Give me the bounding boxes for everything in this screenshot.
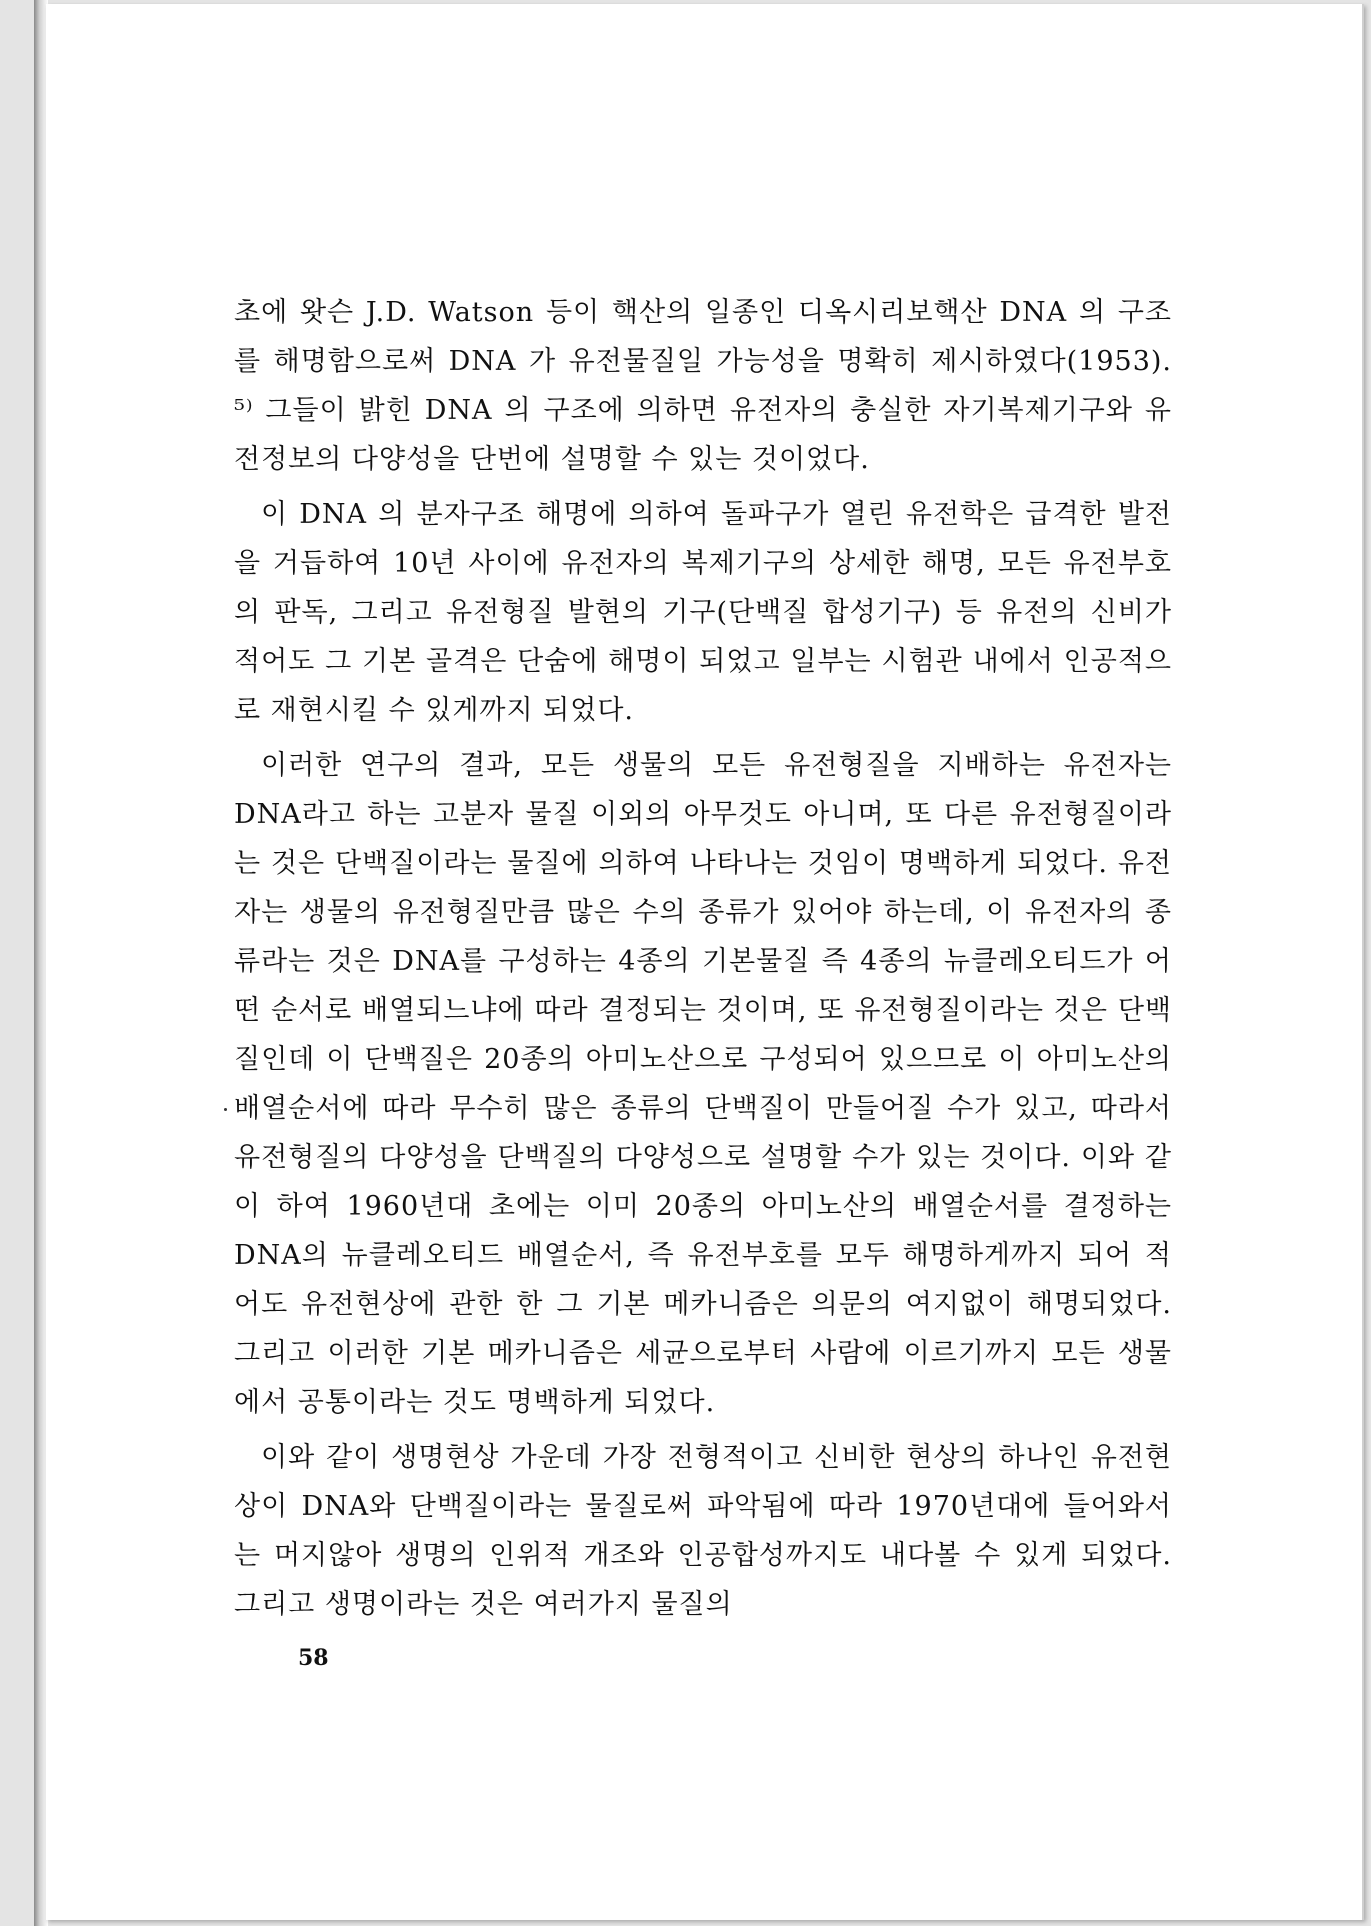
- paragraph-2: 이 DNA 의 분자구조 해명에 의하여 돌파구가 열린 유전학은 급격한 발전을 거듭하여 10년 사이에 유전자의 복제기구의 상세한 해명, 모든 유전부호의 판독, 그리고 유전형질 발현의 기구(단백질 합성기구) 등 유전의 신비가 적어도 그 기본 골격은 단숨에 해명이 되었고 일부는 시험관 내에서 인공적으로 재현시킬 수 있게까지 되었다.: [234, 499, 1172, 726]
- page-number: 58: [298, 1645, 329, 1671]
- paragraph-1: 초에 왓슨 J.D. Watson 등이 핵산의 일종인 디옥시리보핵산 DNA 의 구조를 해명함으로써 DNA 가 유전물질일 가능성을 명확히 제시하였다(1953). ⁵⁾ 그들이 밝힌 DNA 의 구조에 의하면 유전자의 충실한 자기복제기구와 유전정보의 다양성을 단번에 설명할 수 있는 것이었다.: [234, 297, 1172, 475]
- paragraph-4: 이와 같이 생명현상 가운데 가장 전형적이고 신비한 현상의 하나인 유전현상이 DNA와 단백질이라는 물질로써 파악됨에 따라 1970년대에 들어와서는 머지않아 생명의 인위적 개조와 인공합성까지도 내다볼 수 있게 되었다. 그리고 생명이라는 것은 여러가지 물질의: [234, 1442, 1172, 1620]
- body-text: [234, 288, 1172, 1629]
- paragraph-3: 이러한 연구의 결과, 모든 생물의 모든 유전형질을 지배하는 유전자는 DNA라고 하는 고분자 물질 이외의 아무것도 아니며, 또 다른 유전형질이라는 것은 단백질이라는 물질에 의하여 나타나는 것임이 명백하게 되었다. 유전자는 생물의 유전형질만큼 많은 수의 종류가 있어야 하는데, 이 유전자의 종류라는 것은 DNA를 구성하는 4종의 기본물질 즉 4종의 뉴클레오티드가 어떤 순서로 배열되느냐에 따라 결정되는 것이며, 또 유전형질이라는 것은 단백질인데 이 단백질은 20종의 아미노산으로 구성되어 있으므로 이 아미노산의 배열순서에 따라 무수히 많은 종류의 단백질이 만들어질 수가 있고, 따라서 유전형질의 다양성을 단백질의 다양성으로 설명할 수가 있는 것이다. 이와 같이 하여 1960년대 초에는 이미 20종의 아미노산의 배열순서를 결정하는 DNA의 뉴클레오티드 배열순서, 즉 유전부호를 모두 해명하게까지 되어 적어도 유전현상에 관한 한 그 기본 메카니즘은 의문의 여지없이 해명되었다. 그리고 이러한 기본 메카니즘은 세균으로부터 사람에 이르기까지 모든 생물에서 공통이라는 것도 명백하게 되었다.: [234, 750, 1172, 1418]
- scan-speck: [224, 1108, 227, 1111]
